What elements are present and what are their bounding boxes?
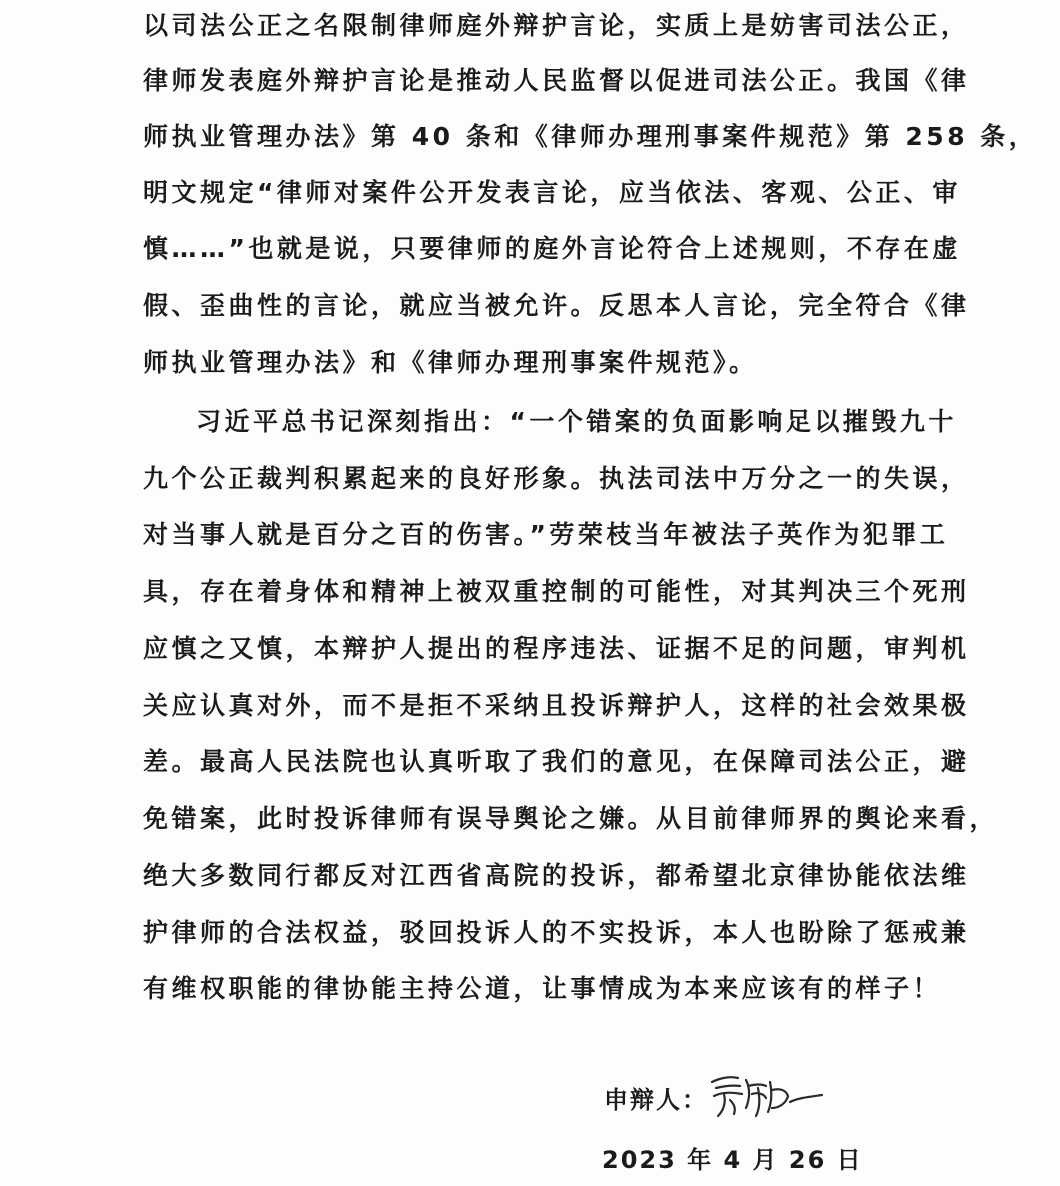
paragraph-line: 绝大多数同行都反对江西省高院的投诉，都希望北京律协能依法维 <box>143 861 970 890</box>
paragraph-line: 假、歪曲性的言论，就应当被允许。反思本人言论，完全符合《律 <box>143 291 970 320</box>
paragraph-line: 免错案，此时投诉律师有误导舆论之嫌。从目前律师界的舆论来看， <box>143 804 999 833</box>
paragraph-line: 关应认真对外，而不是拒不采纳且投诉辩护人，这样的社会效果极 <box>143 691 970 720</box>
paragraph-line: 具，存在着身体和精神上被双重控制的可能性，对其判决三个死刑 <box>143 577 970 606</box>
paragraph-line: 护律师的合法权益，驳回投诉人的不实投诉，本人也盼除了惩戒兼 <box>143 918 970 947</box>
handwritten-signature <box>706 1068 826 1124</box>
paragraph-line: 差。最高人民法院也认真听取了我们的意见，在保障司法公正，避 <box>143 747 970 776</box>
paragraph-line: 师执业管理办法》和《律师办理刑事案件规范》。 <box>143 348 758 377</box>
signer-label: 申辩人： <box>604 1086 708 1114</box>
paragraph-line: 律师发表庭外辩护言论是推动人民监督以促进司法公正。我国《律 <box>143 66 970 95</box>
paragraph-line: 九个公正裁判积累起来的良好形象。执法司法中万分之一的失误， <box>143 464 970 493</box>
paragraph-line: 以司法公正之名限制律师庭外辩护言论，实质上是妨害司法公正， <box>143 11 970 40</box>
paragraph-line: 有维权职能的律协能主持公道，让事情成为本来应该有的样子！ <box>143 974 942 1003</box>
paragraph-line: 对当事人就是百分之百的伤害。”劳荣枝当年被法子英作为犯罪工 <box>143 520 949 549</box>
paragraph-line: 慎……”也就是说，只要律师的庭外言论符合上述规则，不存在虚 <box>143 234 961 263</box>
paragraph-line: 习近平总书记深刻指出：“一个错案的负面影响足以摧毁九十 <box>196 407 957 436</box>
paragraph-line: 应慎之又慎，本辩护人提出的程序违法、证据不足的问题，审判机 <box>143 634 970 663</box>
signature-date: 2023 年 4 月 26 日 <box>602 1146 863 1174</box>
paragraph-line: 师执业管理办法》第 40 条和《律师办理刑事案件规范》第 258 条， <box>143 122 1038 151</box>
paragraph-line: 明文规定“律师对案件公开发表言论，应当依法、客观、公正、审 <box>143 178 961 207</box>
